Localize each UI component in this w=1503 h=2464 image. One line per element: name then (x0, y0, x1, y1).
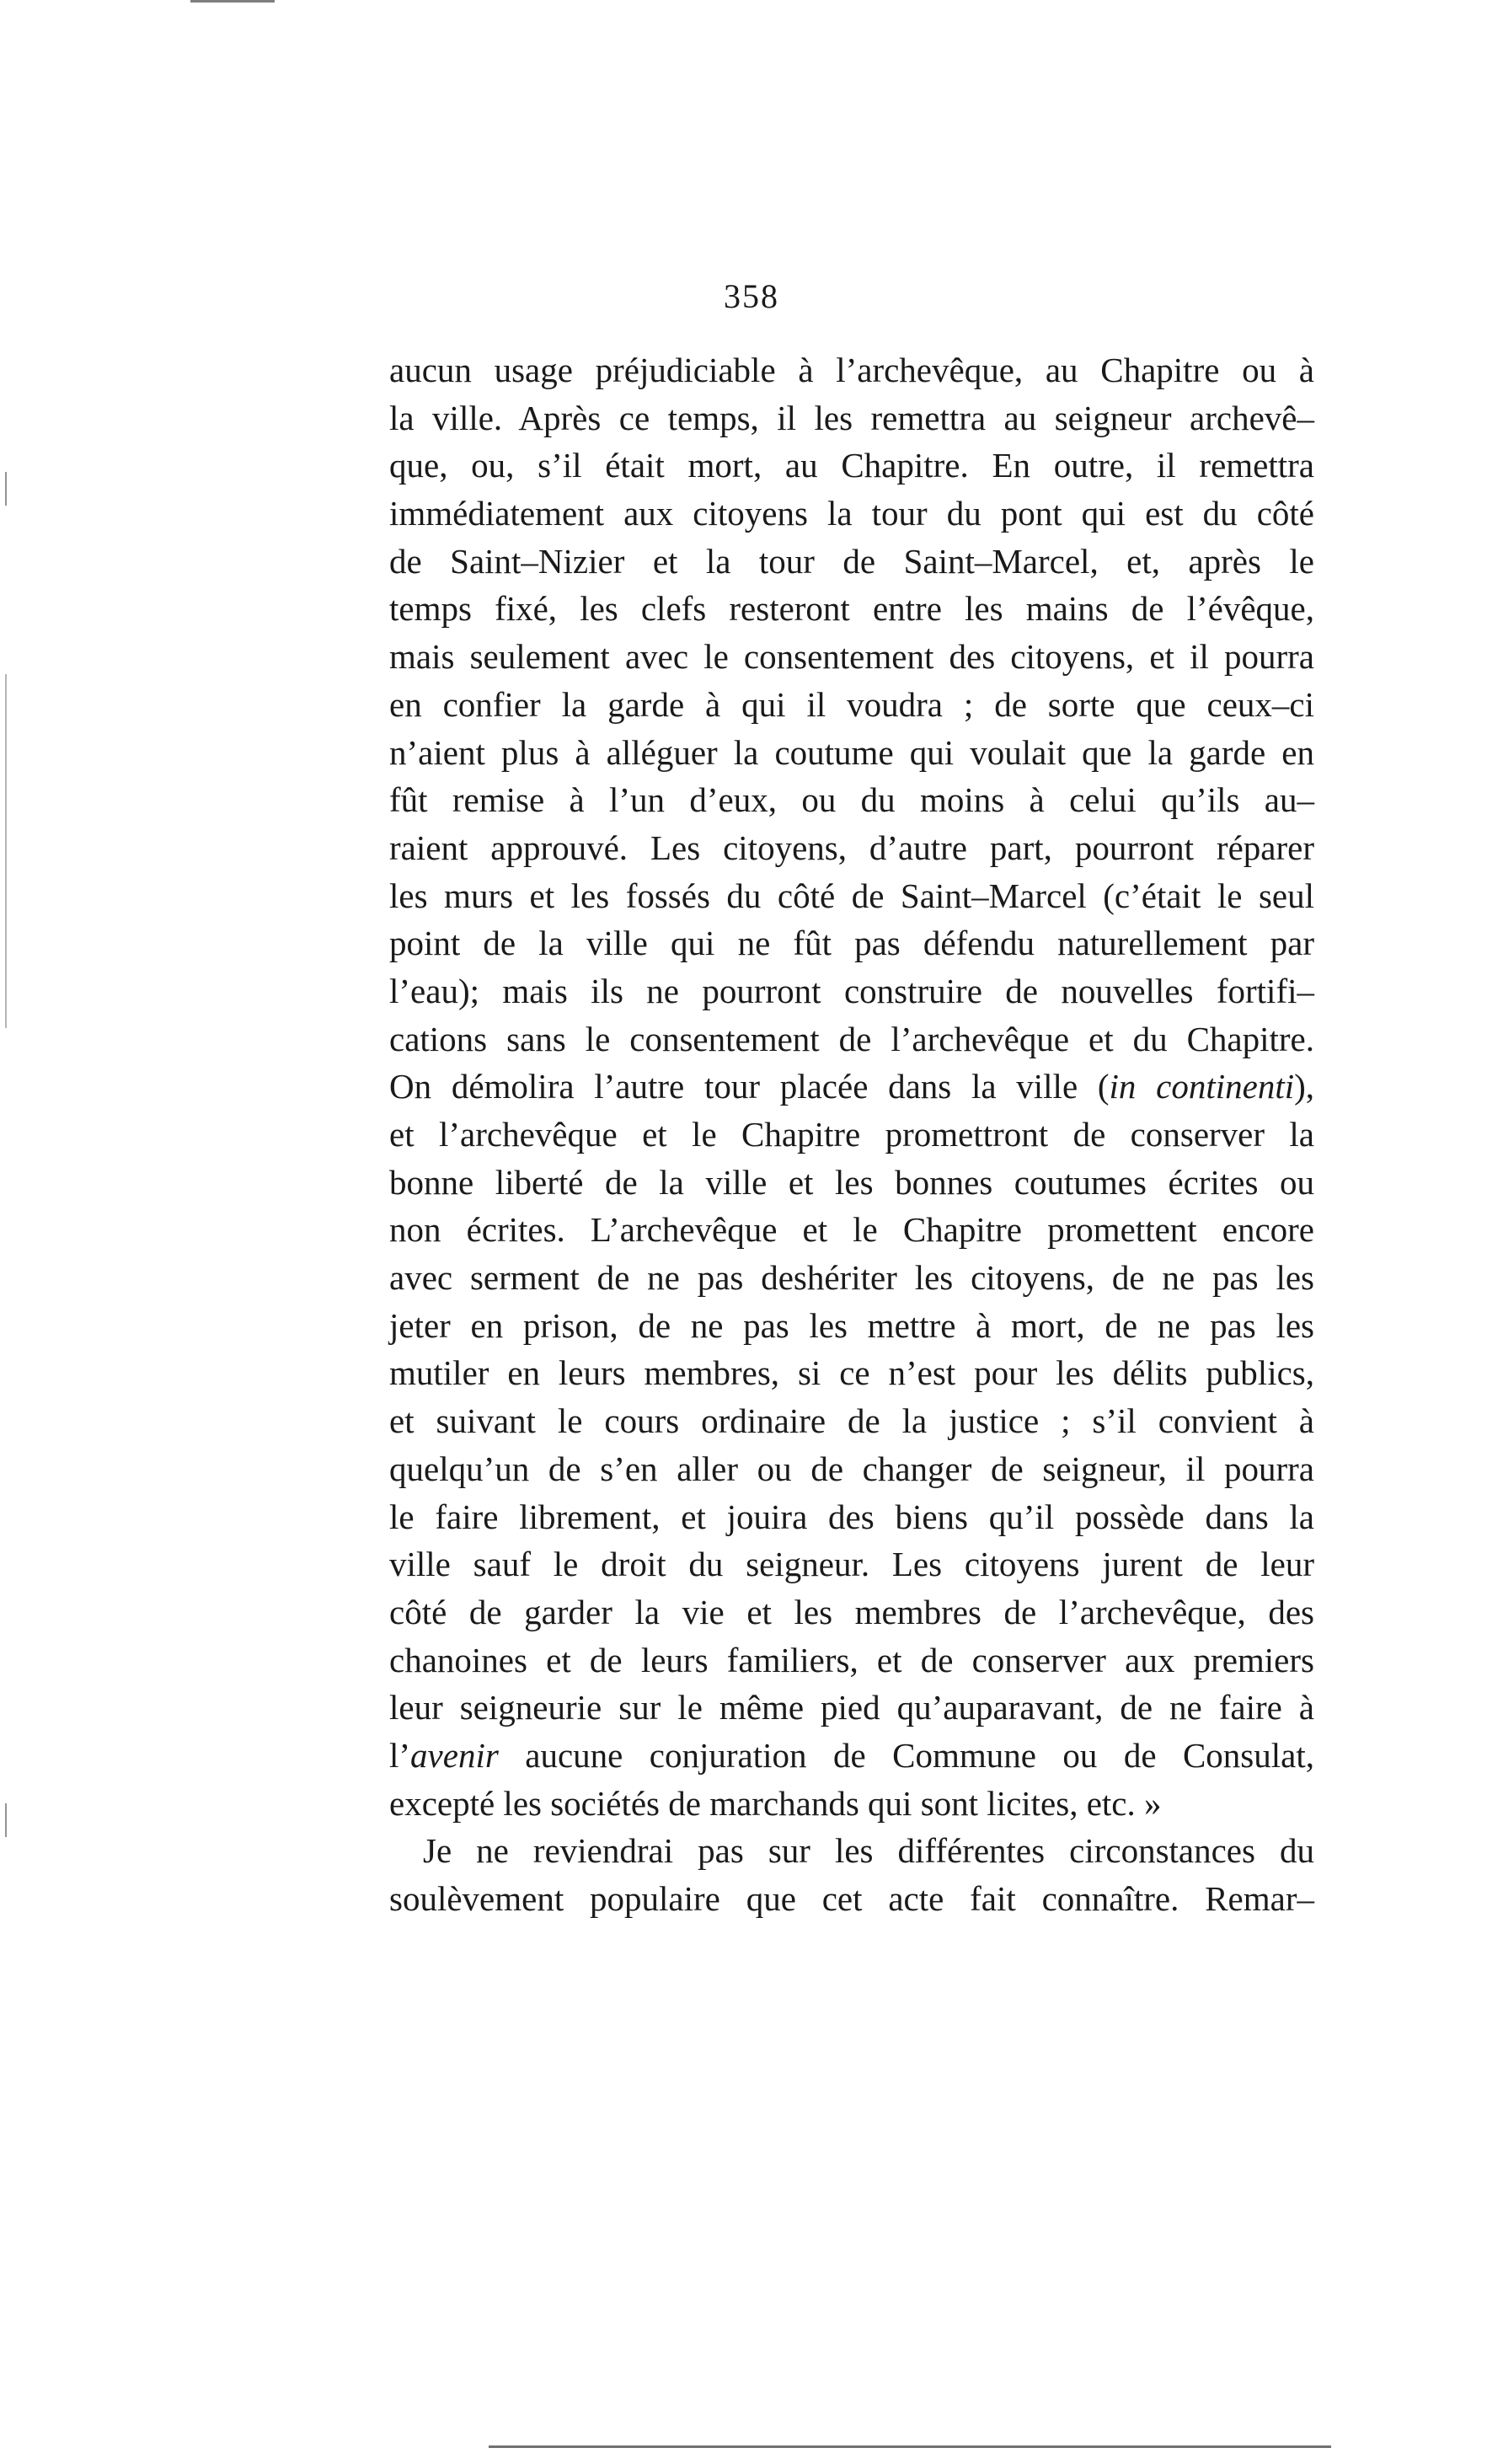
text-line: leur seigneurie sur le même pied qu’auparavant, de ne faire à (389, 1688, 1314, 1727)
text-line: aucun usage préjudiciable à l’archevêque, au Chapitre ou à (389, 351, 1314, 389)
scan-bottom-rule (489, 2445, 1331, 2448)
text-line: bonne liberté de la ville et les bonnes coutumes écrites ou (389, 1162, 1314, 1202)
text-line: soulèvement populaire que cet acte fait connaître. Remar– (389, 1879, 1314, 1918)
scan-edge-mark (190, 0, 275, 3)
text-line: en confier la garde à qui il voudra ; de sorte que ceux–ci (389, 684, 1314, 724)
paragraph-first-line: Je ne reviendrai pas sur les différentes circonstances du (423, 1831, 1314, 1871)
text-line: temps fixé, les clefs resteront entre les mains de l’évêque, (389, 589, 1314, 629)
text-line: quelqu’un de s’en aller ou de changer de seigneur, il pourra (389, 1449, 1314, 1488)
text-line: et l’archevêque et le Chapitre promettront de conserver la (389, 1115, 1314, 1154)
text-line: avec serment de ne pas deshériter les citoyens, de ne pas les (389, 1258, 1314, 1298)
italic-phrase: avenir (410, 1735, 499, 1775)
scan-edge-mark (5, 472, 7, 506)
text-line: l’eau); mais ils ne pourront construire de nouvelles fortifi– (389, 971, 1314, 1010)
text-line: point de la ville qui ne fût pas défendu naturellement par (389, 924, 1314, 963)
page-number: 358 (724, 277, 779, 315)
scan-edge-mark (5, 674, 7, 1028)
text-line: immédiatement aux citoyens la tour du pont qui est du côté (389, 494, 1314, 533)
text-line: fût remise à l’un d’eux, ou du moins à celui qu’ils au– (389, 780, 1314, 820)
text-line: n’aient plus à alléguer la coutume qui voulait que la garde en (389, 732, 1314, 772)
text-line: chanoines et de leurs familiers, et de conserver aux premiers (389, 1640, 1314, 1679)
text-line-mixed (389, 1063, 1314, 1111)
text-line: de Saint–Nizier et la tour de Saint–Marcel, et, après le (389, 541, 1314, 581)
scan-edge-mark (5, 1803, 7, 1837)
italic-phrase: in continenti (1109, 1067, 1295, 1106)
text-line: mais seulement avec le consentement des citoyens, et il pourra (389, 637, 1314, 677)
text-line: le faire librement, et jouira des biens qu’il possède dans la (389, 1497, 1314, 1536)
text-line: ville sauf le droit du seigneur. Les citoyens jurent de leur (389, 1545, 1314, 1584)
text-segment: On démolira l’autre tour placée dans la ville ( (389, 1067, 1110, 1106)
text-line: jeter en prison, de ne pas les mettre à mort, de ne pas les (389, 1305, 1314, 1345)
text-line: et suivant le cours ordinaire de la justice ; s’il convient à (389, 1401, 1314, 1441)
text-segment: ), (1294, 1067, 1315, 1106)
text-line: raient approuvé. Les citoyens, d’autre part, pourront réparer (389, 828, 1314, 867)
text-line: mutiler en leurs membres, si ce n’est pour les délits publics, (389, 1353, 1314, 1393)
text-segment: aucune conjuration de Commune ou de Consulat, (498, 1735, 1314, 1775)
text-line: que, ou, s’il était mort, au Chapitre. En outre, il remettra (389, 446, 1314, 485)
text-line-mixed (389, 1732, 1314, 1780)
text-line: côté de garder la vie et les membres de l’archevêque, des (389, 1592, 1314, 1631)
text-line: la ville. Après ce temps, il les remettra au seigneur archevê– (389, 398, 1314, 437)
text-line: excepté les sociétés de marchands qui sont licites, etc. » (389, 1783, 1162, 1823)
text-segment: l’ (389, 1735, 411, 1775)
text-line: cations sans le consentement de l’archevêque et du Chapitre. (389, 1019, 1314, 1058)
text-line: les murs et les fossés du côté de Saint–Marcel (c’était le seul (389, 876, 1314, 915)
body-text (389, 346, 1314, 1923)
text-line: non écrites. L’archevêque et le Chapitre promettent encore (389, 1210, 1314, 1250)
